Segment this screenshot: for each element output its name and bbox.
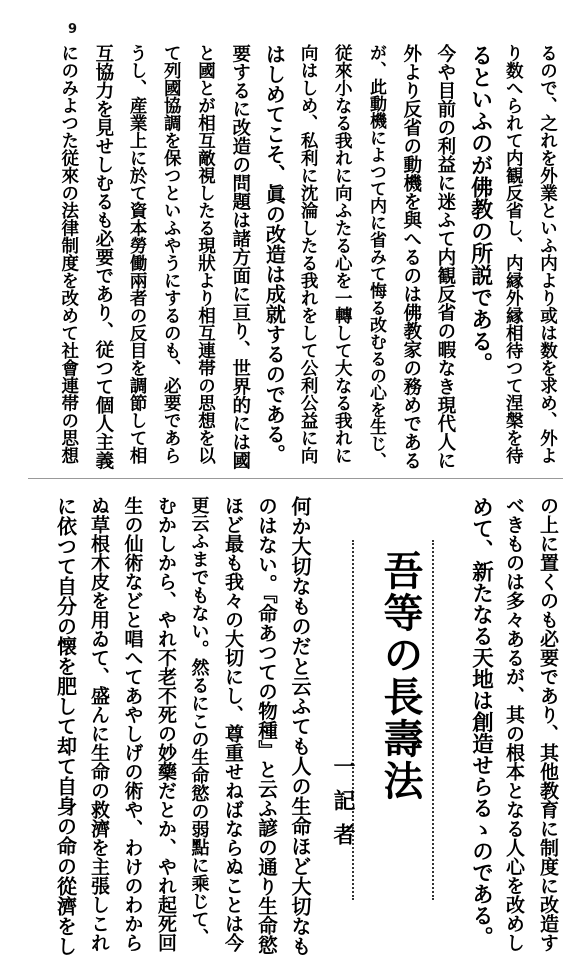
- text-column: と國とが相互敵視したる現狀より相互連帯の思想を以: [195, 44, 216, 464]
- article-title-frame: [350, 510, 436, 930]
- text-column: 何か大切なものだと云ふても人の生命ほど大切なも: [288, 496, 312, 956]
- text-column: べきものは多々あるが、其の根本となる人心を改めし: [503, 496, 525, 952]
- text-column: るといふのが佛教の所説である。: [467, 44, 494, 374]
- text-column: うし、産業上に於て資本勞働兩者の反目を調節して相: [127, 44, 148, 464]
- text-column: はしめてこそ、眞の改造は成就するのである。: [262, 44, 287, 464]
- section-divider: [28, 478, 563, 479]
- text-column: めて、新たなる天地は創造せらるゝのである。: [468, 496, 494, 948]
- text-column: の上に置くのも必要であり、其他教育に制度に改造す: [537, 496, 559, 952]
- text-column: にのみよつた従來の法律制度を改めて社會連帯の思想: [58, 44, 79, 464]
- text-column: 従來小なる我れに向ふたる心を一轉して大なる我れに: [332, 44, 353, 464]
- text-column: 更云ふまでもない。然るにこの生命慾の弱點に乘じて、: [188, 496, 210, 946]
- article-title: 吾等の長壽法: [377, 550, 424, 802]
- text-column: 生の仙術などと唱へてあやしげの術や、わけのわから: [121, 496, 144, 952]
- title-border-right: [432, 540, 434, 900]
- article-byline: 一記者: [330, 755, 356, 857]
- text-column: 要するに改造の問題は諸方面に亘り、世界的には國: [229, 44, 251, 470]
- text-column: のはない。『命あつての物種』と云ふ諺の通り生命慾: [255, 496, 278, 955]
- text-column: ぬ草根木皮を用ゐて、盛んに生命の救濟を主張しこれ: [88, 496, 110, 952]
- text-column: 向はしめ、私利に沈淪したる我れをして公利公益に向: [298, 44, 319, 464]
- text-column: むかしから、やれ不老不死の妙藥だとか、やれ起死回: [155, 496, 177, 952]
- page-number: 9: [68, 22, 78, 37]
- text-column: 互協力を見せしむるも必要であり、従つて個人主義: [92, 44, 114, 470]
- text-column: 外より反省の動機を與へるのは佛教家の務めである: [400, 44, 422, 470]
- text-column: るので、之れを外業といふ内より或は数を求め、外よ: [537, 44, 558, 464]
- text-column: て列國協調を保つといふやうにするのも、必要であら: [161, 44, 182, 464]
- text-column: に依つて自分の懐を肥して却て自身の命の從濟をし: [53, 496, 78, 956]
- text-column: り数へられて内観反省し、内縁外縁相待つて涅槃を待: [503, 44, 524, 464]
- text-column: 今や目前の利益に迷ふて内観反省の暇なき現代人に: [434, 44, 456, 470]
- text-column: が、此動機によつて内に省みて悔る改むるの心を生じ、: [366, 44, 386, 469]
- text-column: ほど最も我々の大切にし、尊重せねばならぬことは今: [222, 496, 244, 952]
